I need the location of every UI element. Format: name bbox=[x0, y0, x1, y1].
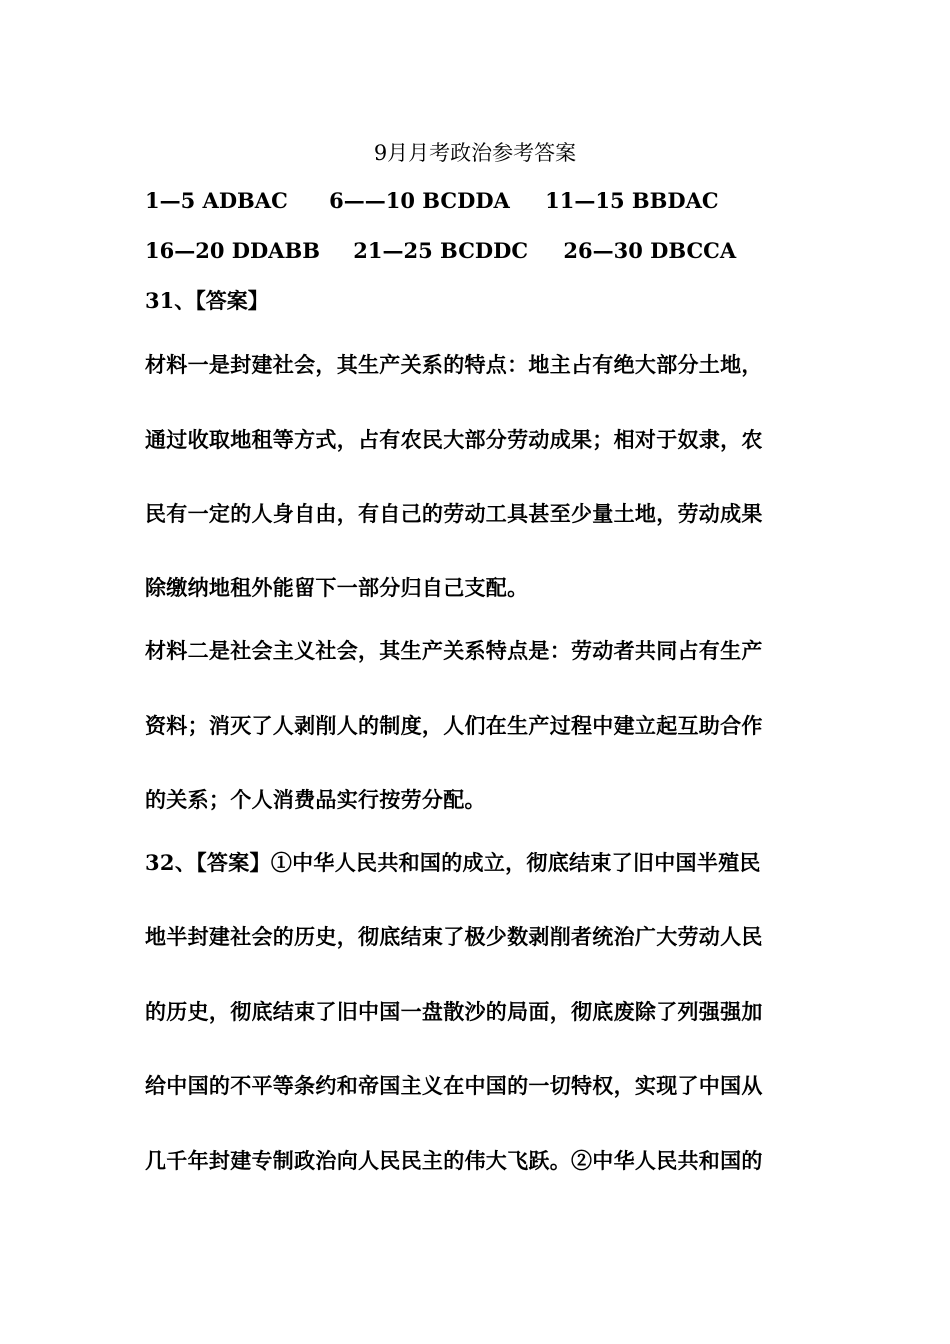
answer-row bbox=[145, 186, 719, 216]
answer-text-line: 的历史，彻底结束了旧中国一盘散沙的局面，彻底废除了列强强加 bbox=[145, 999, 763, 1024]
answer-text-line: 资料；消灭了人剥削人的制度，人们在生产过程中建立起互助合作 bbox=[145, 713, 763, 738]
page-title: 9月月考政治参考答案 bbox=[373, 141, 577, 165]
answer-group: 16—20 DDABB bbox=[145, 238, 320, 263]
answer-text-line: 民有一定的人身自由，有自己的劳动工具甚至少量土地，劳动成果 bbox=[145, 501, 763, 526]
answer-text-line: 通过收取地租等方式，占有农民大部分劳动成果；相对于奴隶，农 bbox=[145, 427, 763, 452]
answer-group: 6——10 BCDDA bbox=[329, 188, 510, 213]
answer-text-line: 除缴纳地租外能留下一部分归自己支配。 bbox=[145, 575, 529, 600]
answer-group: 26—30 DBCCA bbox=[563, 238, 737, 263]
answer-text-line: 的关系；个人消费品实行按劳分配。 bbox=[145, 787, 486, 812]
answer-text-line: 32、【答案】①中华人民共和国的成立，彻底结束了旧中国半殖民 bbox=[145, 850, 761, 875]
answer-text-line: 材料一是封建社会，其生产关系的特点：地主占有绝大部分土地， bbox=[145, 352, 763, 377]
answer-text-line: 地半封建社会的历史，彻底结束了极少数剥削者统治广大劳动人民 bbox=[145, 924, 763, 949]
question-31-label: 31、【答案】 bbox=[145, 288, 269, 313]
answer-text-line: 材料二是社会主义社会，其生产关系特点是：劳动者共同占有生产 bbox=[145, 638, 763, 663]
answer-text-line: 几千年封建专制政治向人民民主的伟大飞跃。②中华人民共和国的 bbox=[145, 1148, 763, 1173]
answer-group: 11—15 BBDAC bbox=[545, 188, 719, 213]
answer-text-line: 给中国的不平等条约和帝国主义在中国的一切特权，实现了中国从 bbox=[145, 1073, 763, 1098]
answer-group: 1—5 ADBAC bbox=[145, 188, 288, 213]
answer-row bbox=[145, 236, 736, 266]
answer-group: 21—25 BCDDC bbox=[353, 238, 529, 263]
